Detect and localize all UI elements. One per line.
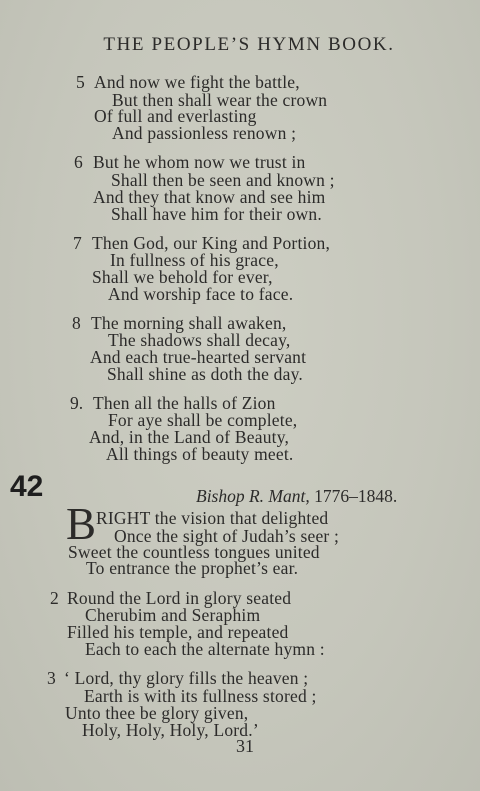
verse-line: And they that know and see him: [93, 187, 326, 207]
verse-line: But he whom now we trust in: [93, 152, 306, 172]
verse-number: 2: [50, 588, 59, 608]
verse-line: In fullness of his grace,: [110, 250, 279, 270]
verse-line: The morning shall awaken,: [91, 313, 287, 333]
verse-line: Then God, our King and Portion,: [92, 233, 331, 253]
hymn-author: [196, 486, 397, 507]
verse-line: Sweet the countless tongues united: [68, 542, 320, 562]
verse-line: Shall we behold for ever,: [92, 267, 273, 287]
verse-line: Unto thee be glory given,: [65, 703, 249, 723]
verse-line: For aye shall be complete,: [108, 410, 298, 430]
verse-line: And, in the Land of Beauty,: [89, 427, 290, 447]
verse-line: Shall have him for their own.: [111, 204, 322, 224]
verse-number: 7: [73, 233, 82, 253]
verse-number: 5: [76, 72, 85, 92]
verse-line: Round the Lord in glory seated: [67, 588, 292, 608]
verse-line: But then shall wear the crown: [112, 90, 328, 110]
verse-line: ‘ Lord, thy glory fills the heaven ;: [64, 668, 309, 688]
verse-line: The shadows shall decay,: [108, 330, 291, 350]
verse-line: Earth is with its fullness stored ;: [84, 686, 317, 706]
verse-number: 6: [74, 152, 83, 172]
verse-line: Then all the halls of Zion: [93, 393, 276, 413]
verse-line: Of full and everlasting: [94, 106, 257, 126]
author-dates: 1776–1848.: [314, 486, 398, 506]
running-header: THE PEOPLE’S HYMN BOOK.: [103, 34, 395, 55]
drop-cap: B: [66, 499, 97, 549]
verse-line: Once the sight of Judah’s seer ;: [114, 526, 340, 546]
verse-line: Shall shine as doth the day.: [107, 364, 303, 384]
verse-line: All things of beauty meet.: [106, 444, 294, 464]
hymn-number: 42: [10, 470, 44, 503]
verse-number: 9.: [70, 393, 84, 413]
verse-line: Each to each the alternate hymn :: [85, 639, 325, 659]
verse-line: RIGHT the vision that delighted: [96, 508, 329, 528]
verse-number: 3: [47, 668, 56, 688]
verse-number: 8: [72, 313, 81, 333]
verse-line: And now we fight the battle,: [94, 72, 300, 92]
verse-line: Cherubim and Seraphim: [85, 605, 261, 625]
verse-line: Shall then be seen and known ;: [111, 170, 335, 190]
verse-line: Filled his temple, and repeated: [67, 622, 289, 642]
verse-line: And each true-hearted servant: [90, 347, 307, 367]
verse-line: And worship face to face.: [108, 284, 294, 304]
verse-line: Holy, Holy, Holy, Lord.’: [82, 720, 259, 740]
page-number: 31: [236, 736, 254, 756]
verse-line: To entrance the prophet’s ear.: [86, 558, 299, 578]
verse-line: And passionless renown ;: [112, 123, 297, 143]
author-name: Bishop R. Mant,: [196, 486, 310, 506]
